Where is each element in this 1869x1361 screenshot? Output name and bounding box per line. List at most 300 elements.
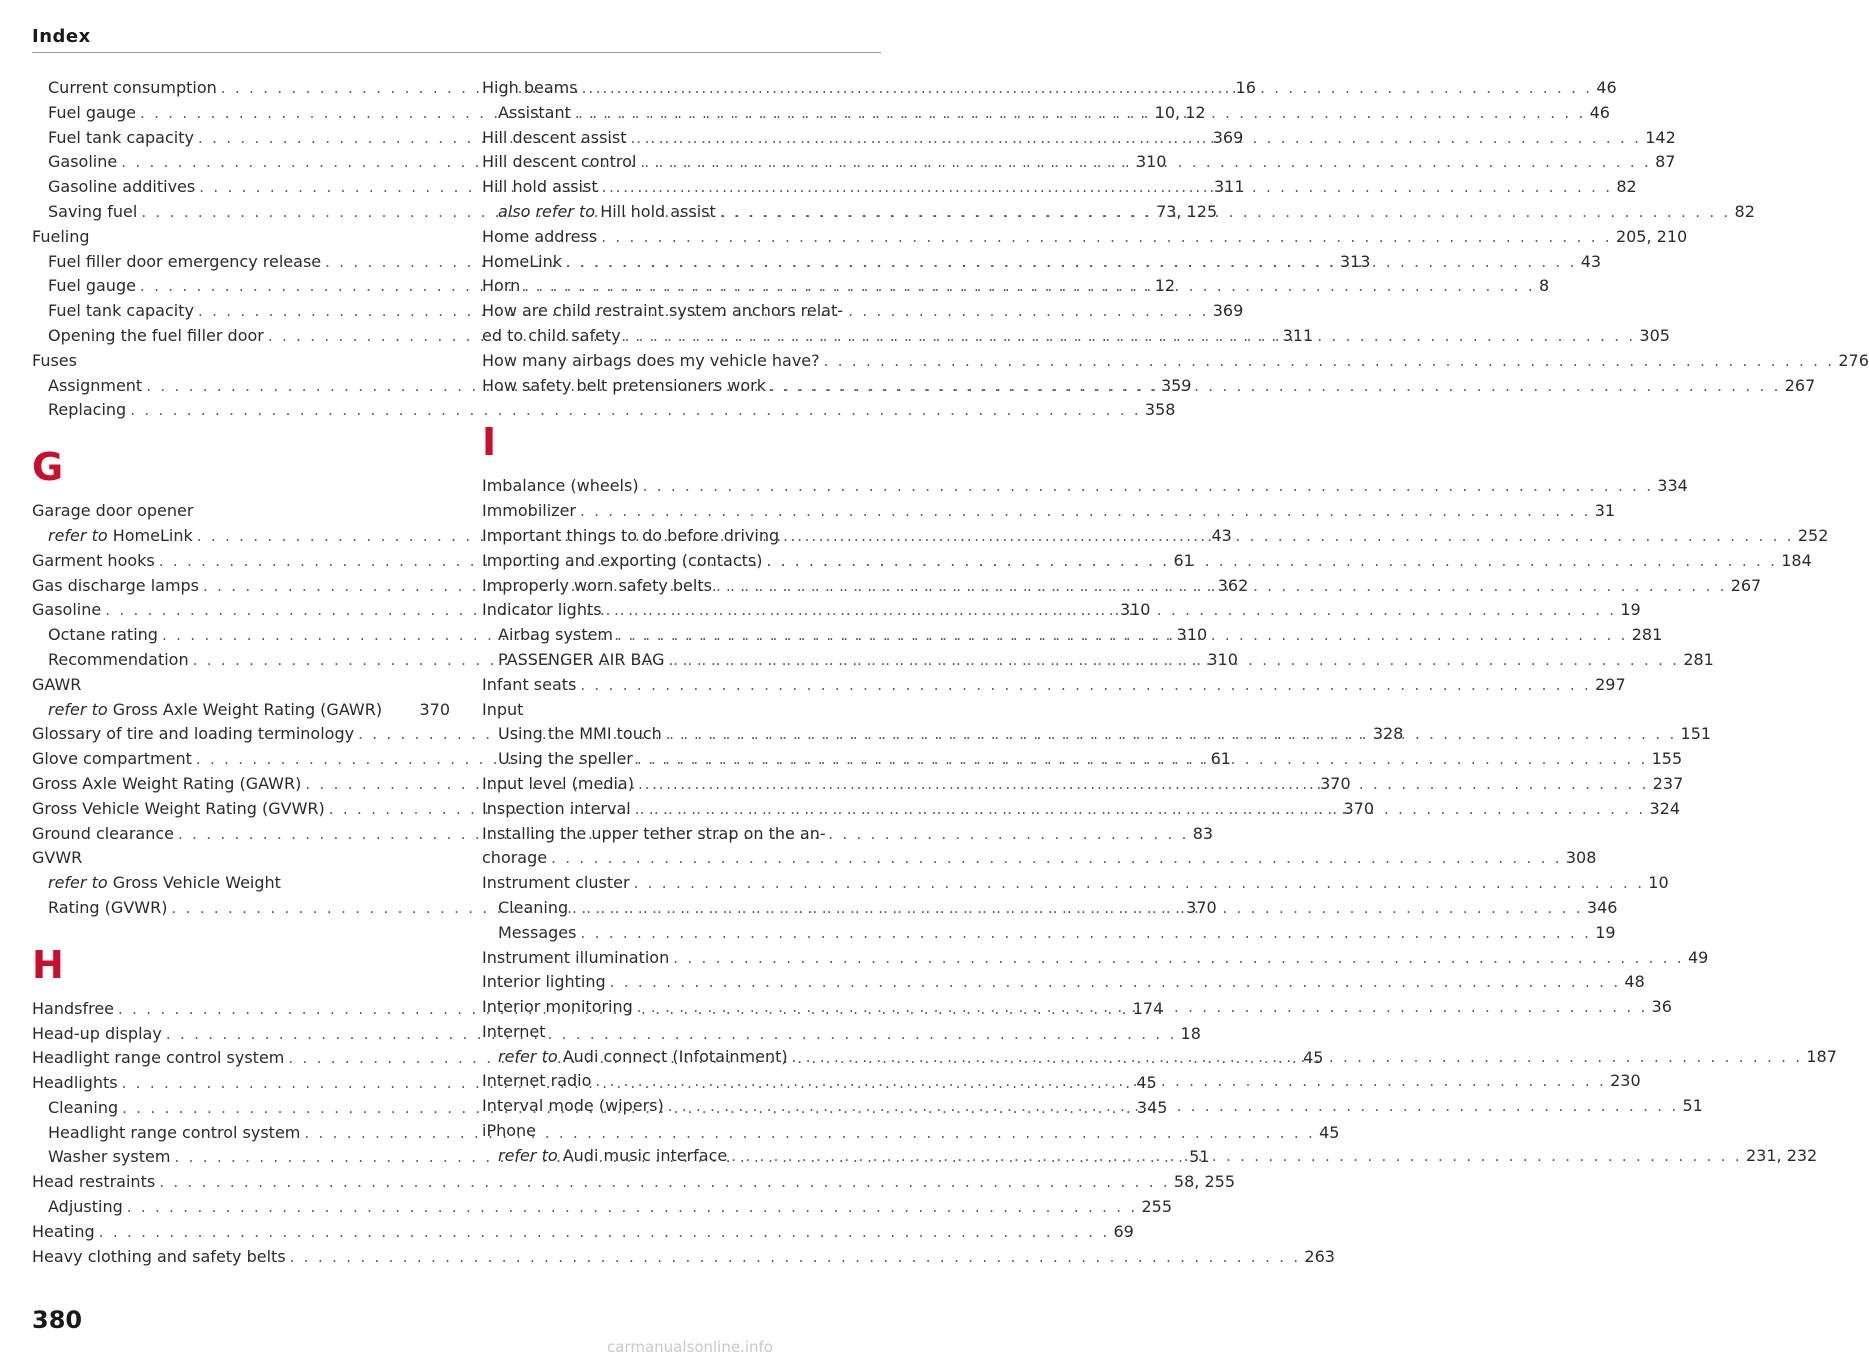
entry-text: iPhone xyxy=(482,1121,537,1141)
entry-text: Fuses xyxy=(32,350,77,370)
entry-text: Installing the upper tether strap on the an- xyxy=(482,823,826,843)
page-reference: 311 xyxy=(1213,177,1245,197)
entry-text: Opening the fuel filler door xyxy=(48,325,264,345)
entry-term xyxy=(482,574,712,599)
dot-leader xyxy=(630,126,1641,151)
page-reference: 45 xyxy=(1136,1073,1157,1093)
entry-text: Headlights xyxy=(32,1073,118,1093)
entry-text: Gasoline xyxy=(48,152,118,172)
entry-text: Gasoline additives xyxy=(48,177,196,197)
entry-term xyxy=(48,324,264,349)
page-reference: 19 xyxy=(1595,922,1616,942)
index-entry xyxy=(32,499,450,524)
entry-text: Gas discharge lamps xyxy=(32,575,200,595)
page-reference: 8 xyxy=(1539,276,1550,296)
page-reference: 43 xyxy=(1211,525,1232,545)
entry-text: Fuel gauge xyxy=(48,276,136,296)
entry-term xyxy=(482,324,621,349)
index-subentry xyxy=(32,398,1176,423)
entry-text: Audi music interface xyxy=(562,1145,728,1165)
page-reference: 369 xyxy=(1212,127,1244,147)
entry-text: Handsfree xyxy=(32,998,115,1018)
entry-text: Rating (GVWR) xyxy=(48,897,168,917)
page-reference: 58, 255 xyxy=(1173,1172,1235,1192)
index-subentry xyxy=(32,698,450,723)
dot-leader xyxy=(638,772,1649,797)
entry-term xyxy=(48,200,137,225)
entry-text: Gross Axle Weight Rating (GAWR) xyxy=(32,773,302,793)
dot-leader xyxy=(731,1144,1742,1169)
entry-text: Cleaning xyxy=(48,1097,119,1117)
entry-term xyxy=(482,772,634,797)
entry-text: Inspection interval xyxy=(482,798,631,818)
index-entry xyxy=(482,499,1616,524)
page-reference: 369 xyxy=(1212,301,1244,321)
entry-text: Importing and exporting (contacts) xyxy=(482,550,763,570)
entry-term xyxy=(482,946,669,971)
page-header-title: Index xyxy=(32,26,91,47)
entry-term xyxy=(32,673,81,698)
index-subentry xyxy=(32,1195,1173,1220)
entry-text: Gross Vehicle Weight Rating (GVWR) xyxy=(32,798,325,818)
index-entry xyxy=(32,225,450,250)
entry-term xyxy=(32,1220,95,1245)
entry-text: Horn xyxy=(482,276,521,296)
dot-leader xyxy=(551,846,1562,871)
dot-leader xyxy=(580,921,1591,946)
entry-term xyxy=(482,1119,536,1144)
page-reference: 345 xyxy=(1136,1097,1168,1117)
entry-text: chorage xyxy=(482,848,548,868)
dot-leader xyxy=(783,524,1794,549)
page-reference: 18 xyxy=(1180,1023,1201,1043)
index-entry xyxy=(32,846,450,871)
entry-text: Assignment xyxy=(48,375,143,395)
entry-term xyxy=(498,722,662,747)
page-reference: 305 xyxy=(1639,325,1670,345)
page-reference: 334 xyxy=(1657,476,1688,496)
index-subentry xyxy=(32,871,450,896)
dot-leader xyxy=(606,598,1617,623)
header-divider xyxy=(32,52,881,53)
entry-term xyxy=(32,574,199,599)
entry-text: Gross Axle Weight Rating (GAWR) xyxy=(112,699,383,719)
entry-term xyxy=(32,797,325,822)
index-entry xyxy=(482,822,882,847)
page-reference: 362 xyxy=(1217,575,1249,595)
entry-term xyxy=(482,126,626,151)
entry-term xyxy=(48,648,189,673)
dot-leader xyxy=(634,871,1645,896)
entry-text: Improperly worn safety belts xyxy=(482,575,712,595)
page-reference: 252 xyxy=(1797,525,1829,545)
entry-text: Recommendation xyxy=(48,649,189,669)
entry-term xyxy=(482,250,562,275)
watermark-text: carmanualsonline.info xyxy=(607,1338,773,1356)
dot-leader xyxy=(643,474,1654,499)
page-reference: 73, 125 xyxy=(1156,201,1218,221)
page-reference: 31 xyxy=(1594,501,1616,521)
page-reference: 51 xyxy=(1189,1147,1210,1167)
entry-term xyxy=(32,1046,284,1071)
entry-term xyxy=(48,76,217,101)
dot-leader xyxy=(770,374,1781,399)
page-reference: 83 xyxy=(1192,823,1214,843)
entry-text: Interval mode (wipers) xyxy=(482,1096,664,1116)
entry-text: High beams xyxy=(482,78,578,97)
entry-text: HomeLink xyxy=(482,251,563,271)
entry-term xyxy=(48,896,167,921)
page-reference: 370 xyxy=(1343,798,1375,818)
section-letter-g: G xyxy=(32,445,64,490)
cross-reference-label: refer to xyxy=(498,1046,558,1066)
page-reference: 370 xyxy=(1320,773,1351,793)
index-entry xyxy=(482,946,1709,971)
entry-term xyxy=(498,200,716,225)
dot-leader xyxy=(127,1195,1138,1220)
page-reference: 297 xyxy=(1595,674,1626,694)
dot-leader xyxy=(640,150,1651,175)
entry-text: Instrument illumination xyxy=(482,947,670,967)
entry-text: Washer system xyxy=(48,1147,171,1167)
entry-text: Input xyxy=(482,699,524,719)
page-reference: 69 xyxy=(1113,1221,1134,1241)
entry-text: Glossary of tire and loading terminology xyxy=(32,724,355,744)
entry-text: Fuel gauge xyxy=(48,102,136,122)
dot-leader xyxy=(668,1094,1679,1119)
dot-leader xyxy=(625,324,1636,349)
entry-term xyxy=(482,150,636,175)
cross-reference-label: refer to xyxy=(48,699,108,719)
cross-reference-label: refer to xyxy=(498,1145,558,1165)
entry-term xyxy=(32,846,82,871)
entry-text: Airbag system xyxy=(498,625,614,645)
page-reference: 324 xyxy=(1649,798,1681,818)
entry-term xyxy=(48,250,321,275)
dot-leader xyxy=(635,797,1646,822)
dot-leader xyxy=(566,250,1577,275)
dot-leader xyxy=(572,896,1583,921)
entry-term xyxy=(48,274,136,299)
entry-term xyxy=(482,274,520,299)
entry-text: Garment hooks xyxy=(32,550,155,570)
page-reference: 36 xyxy=(1651,997,1672,1017)
page-reference: 359 xyxy=(1160,375,1192,395)
entry-text: Headlight range control system xyxy=(48,1122,301,1142)
cross-reference-label: refer to xyxy=(48,873,108,893)
page-reference: 313 xyxy=(1339,251,1371,271)
entry-term xyxy=(498,623,613,648)
entry-term xyxy=(48,698,382,723)
entry-term xyxy=(48,1195,123,1220)
dot-leader xyxy=(601,225,1612,250)
page-reference: 267 xyxy=(1730,575,1762,595)
dot-leader xyxy=(673,946,1684,971)
entry-text: Gasoline xyxy=(32,600,102,620)
entry-text: Saving fuel xyxy=(48,201,138,221)
entry-term xyxy=(498,921,576,946)
entry-term xyxy=(32,822,174,847)
page-reference: 45 xyxy=(1303,1048,1324,1068)
entry-term xyxy=(32,1245,286,1270)
entry-text: How many airbags does my vehicle have? xyxy=(482,350,820,370)
entry-term xyxy=(482,598,602,623)
dot-leader xyxy=(669,648,1680,673)
page-reference: 51 xyxy=(1682,1096,1703,1116)
entry-text: Heating xyxy=(32,1221,95,1241)
entry-term xyxy=(48,299,194,324)
entry-term xyxy=(48,871,281,896)
entry-term xyxy=(482,474,639,499)
index-entry xyxy=(482,846,1597,871)
dot-leader xyxy=(602,175,1613,200)
dot-leader xyxy=(617,623,1628,648)
entry-text: Messages xyxy=(498,922,577,942)
page-reference: 46 xyxy=(1596,78,1617,97)
dot-leader xyxy=(766,549,1777,574)
entry-text: PASSENGER AIR BAG xyxy=(498,649,665,669)
dot-leader xyxy=(582,76,1593,101)
index-entry xyxy=(482,474,1688,499)
page-reference: 230 xyxy=(1610,1071,1641,1091)
entry-text: Hill descent assist xyxy=(482,127,627,147)
page-reference: 10 xyxy=(1648,873,1669,893)
entry-text: Headlight range control system xyxy=(32,1048,285,1068)
page-reference: 48 xyxy=(1624,972,1645,992)
dot-leader xyxy=(720,200,1731,225)
entry-term xyxy=(32,549,155,574)
entry-term xyxy=(48,1096,118,1121)
entry-text: Current consumption xyxy=(48,78,217,97)
page-reference: 310 xyxy=(1135,152,1167,172)
index-entry xyxy=(32,1245,1335,1270)
page-reference: 276 xyxy=(1838,350,1869,370)
page-reference: 231, 232 xyxy=(1745,1145,1818,1165)
cross-reference-label: refer to xyxy=(48,525,108,545)
page-reference: 184 xyxy=(1781,550,1812,570)
dot-leader xyxy=(595,1069,1606,1094)
page-reference: 346 xyxy=(1586,897,1618,917)
page-reference: 263 xyxy=(1304,1246,1335,1266)
page-reference: 82 xyxy=(1734,201,1755,221)
entry-term xyxy=(482,299,843,324)
page-reference: 267 xyxy=(1784,375,1816,395)
entry-term xyxy=(482,76,578,101)
page-reference: 61 xyxy=(1210,749,1231,769)
entry-text: Using the speller xyxy=(498,749,633,769)
entry-text: Internet radio xyxy=(482,1071,592,1091)
index-entry xyxy=(32,673,450,698)
entry-term xyxy=(482,175,598,200)
page-reference: 281 xyxy=(1631,625,1663,645)
index-entry xyxy=(32,349,450,374)
index-entry xyxy=(482,1119,882,1144)
entry-text: Home address xyxy=(482,226,598,246)
page-reference: 45 xyxy=(1319,1122,1340,1142)
entry-term xyxy=(48,374,142,399)
section-letter-h: H xyxy=(32,942,64,987)
entry-term xyxy=(498,101,571,126)
page-reference: 46 xyxy=(1589,102,1610,122)
index-entry xyxy=(32,1220,1134,1245)
entry-text: Input level (media) xyxy=(482,773,634,793)
dot-leader xyxy=(716,574,1727,599)
page-reference: 61 xyxy=(1173,550,1194,570)
entry-text: Hill descent control xyxy=(482,152,637,172)
index-entry xyxy=(482,299,882,324)
page-reference: 310 xyxy=(1207,649,1238,669)
entry-term xyxy=(482,970,606,995)
page-reference: 370 xyxy=(1186,897,1217,917)
entry-term xyxy=(482,499,576,524)
entry-text: Cleaning xyxy=(498,897,569,917)
entry-term xyxy=(48,398,126,423)
entry-text: Glove compartment xyxy=(32,749,192,769)
dot-leader xyxy=(159,1170,1170,1195)
index-entry xyxy=(482,1020,882,1045)
page-reference: 87 xyxy=(1655,152,1676,172)
entry-text: Assistant xyxy=(498,102,571,122)
index-entry xyxy=(482,871,1669,896)
entry-term xyxy=(482,524,779,549)
page-reference: 237 xyxy=(1652,773,1684,793)
entry-term xyxy=(482,1020,546,1045)
entry-term xyxy=(48,524,193,549)
section-letter-i: I xyxy=(482,420,497,465)
entry-term xyxy=(48,101,136,126)
dot-leader xyxy=(666,722,1677,747)
entry-term xyxy=(498,648,665,673)
page-reference: 255 xyxy=(1141,1197,1173,1217)
dot-leader xyxy=(580,499,1591,524)
page-reference: 281 xyxy=(1683,649,1714,669)
page-reference: 142 xyxy=(1645,127,1676,147)
index-entry xyxy=(482,349,1869,374)
entry-term xyxy=(32,225,90,250)
index-entry xyxy=(482,673,1626,698)
page-reference: 12 xyxy=(1154,276,1176,296)
entry-term xyxy=(482,1069,591,1094)
page-reference: 328 xyxy=(1372,724,1404,744)
dot-leader xyxy=(524,274,1535,299)
entry-term xyxy=(498,747,633,772)
page-reference: 19 xyxy=(1620,600,1641,620)
index-entry xyxy=(482,970,1645,995)
entry-text: Indicator lights xyxy=(482,600,602,620)
entry-term xyxy=(482,797,631,822)
entry-text: Immobilizer xyxy=(482,501,576,521)
entry-term xyxy=(482,225,597,250)
entry-term xyxy=(482,871,630,896)
entry-text: How are child restraint system anchors relat- xyxy=(482,301,843,321)
dot-leader xyxy=(290,1245,1301,1270)
entry-term xyxy=(32,722,354,747)
entry-text: GVWR xyxy=(32,848,83,868)
entry-text: Important things to do before driving xyxy=(482,525,780,545)
entry-text: How safety belt pretensioners work xyxy=(482,375,766,395)
cross-reference-label: also refer to xyxy=(498,201,596,221)
index-entry xyxy=(482,225,1688,250)
dot-leader xyxy=(824,349,1835,374)
dot-leader xyxy=(99,1220,1110,1245)
entry-text: Fuel tank capacity xyxy=(48,127,194,147)
index-entry xyxy=(482,698,882,723)
page-reference: 49 xyxy=(1687,947,1709,967)
entry-term xyxy=(482,995,633,1020)
entry-term xyxy=(482,822,826,847)
entry-text: Heavy clothing and safety belts xyxy=(32,1246,286,1266)
page-reference: 187 xyxy=(1806,1046,1837,1066)
entry-term xyxy=(48,175,195,200)
entry-term xyxy=(48,1145,170,1170)
page-number: 380 xyxy=(32,1306,83,1334)
dot-leader xyxy=(637,995,1648,1020)
dot-leader xyxy=(610,970,1621,995)
entry-text: Imbalance (wheels) xyxy=(482,476,639,496)
entry-text: Hill hold assist xyxy=(600,201,716,221)
entry-text: Fueling xyxy=(32,226,90,246)
entry-text: Head restraints xyxy=(32,1172,156,1192)
page-reference: 43 xyxy=(1580,251,1602,271)
entry-term xyxy=(482,1094,664,1119)
entry-term xyxy=(32,772,301,797)
page-reference: 151 xyxy=(1680,724,1712,744)
entry-term xyxy=(482,846,547,871)
page-reference: 10, 12 xyxy=(1154,102,1206,122)
page-reference: 310 xyxy=(1176,625,1208,645)
dot-leader xyxy=(580,673,1591,698)
entry-term xyxy=(482,549,762,574)
entry-text: Infant seats xyxy=(482,674,577,694)
entry-term xyxy=(482,698,523,723)
entry-term xyxy=(48,1121,300,1146)
entry-term xyxy=(498,1144,727,1169)
entry-text: Adjusting xyxy=(48,1197,123,1217)
entry-text: Audi connect (Infotainment) xyxy=(562,1046,788,1066)
dot-leader xyxy=(792,1045,1803,1070)
entry-term xyxy=(48,623,158,648)
page-reference: 308 xyxy=(1565,848,1597,868)
dot-leader xyxy=(637,747,1648,772)
entry-term xyxy=(32,747,192,772)
entry-text: Instrument cluster xyxy=(482,873,630,893)
entry-term xyxy=(48,150,117,175)
entry-term xyxy=(32,349,77,374)
entry-term xyxy=(32,1071,118,1096)
page-reference: 311 xyxy=(1282,325,1314,345)
entry-term xyxy=(32,598,101,623)
page-reference: 155 xyxy=(1651,749,1683,769)
entry-text: Using the MMI touch xyxy=(498,724,662,744)
page-reference: 370 xyxy=(419,699,450,719)
entry-text: Octane rating xyxy=(48,625,158,645)
entry-text: Hill hold assist xyxy=(482,177,598,197)
entry-text: Garage door opener xyxy=(32,501,194,521)
entry-text: Internet xyxy=(482,1021,546,1041)
entry-text: Ground clearance xyxy=(32,823,174,843)
page-reference: 16 xyxy=(1235,78,1256,97)
entry-term xyxy=(498,1045,788,1070)
entry-text: ed to child safety xyxy=(482,325,621,345)
entry-term xyxy=(32,997,114,1022)
entry-term xyxy=(482,349,820,374)
index-entry xyxy=(32,1170,1235,1195)
entry-term xyxy=(498,896,568,921)
entry-text: HomeLink xyxy=(112,525,193,545)
page-reference: 205, 210 xyxy=(1615,226,1688,246)
entry-term xyxy=(32,1022,162,1047)
entry-text: Replacing xyxy=(48,400,127,420)
